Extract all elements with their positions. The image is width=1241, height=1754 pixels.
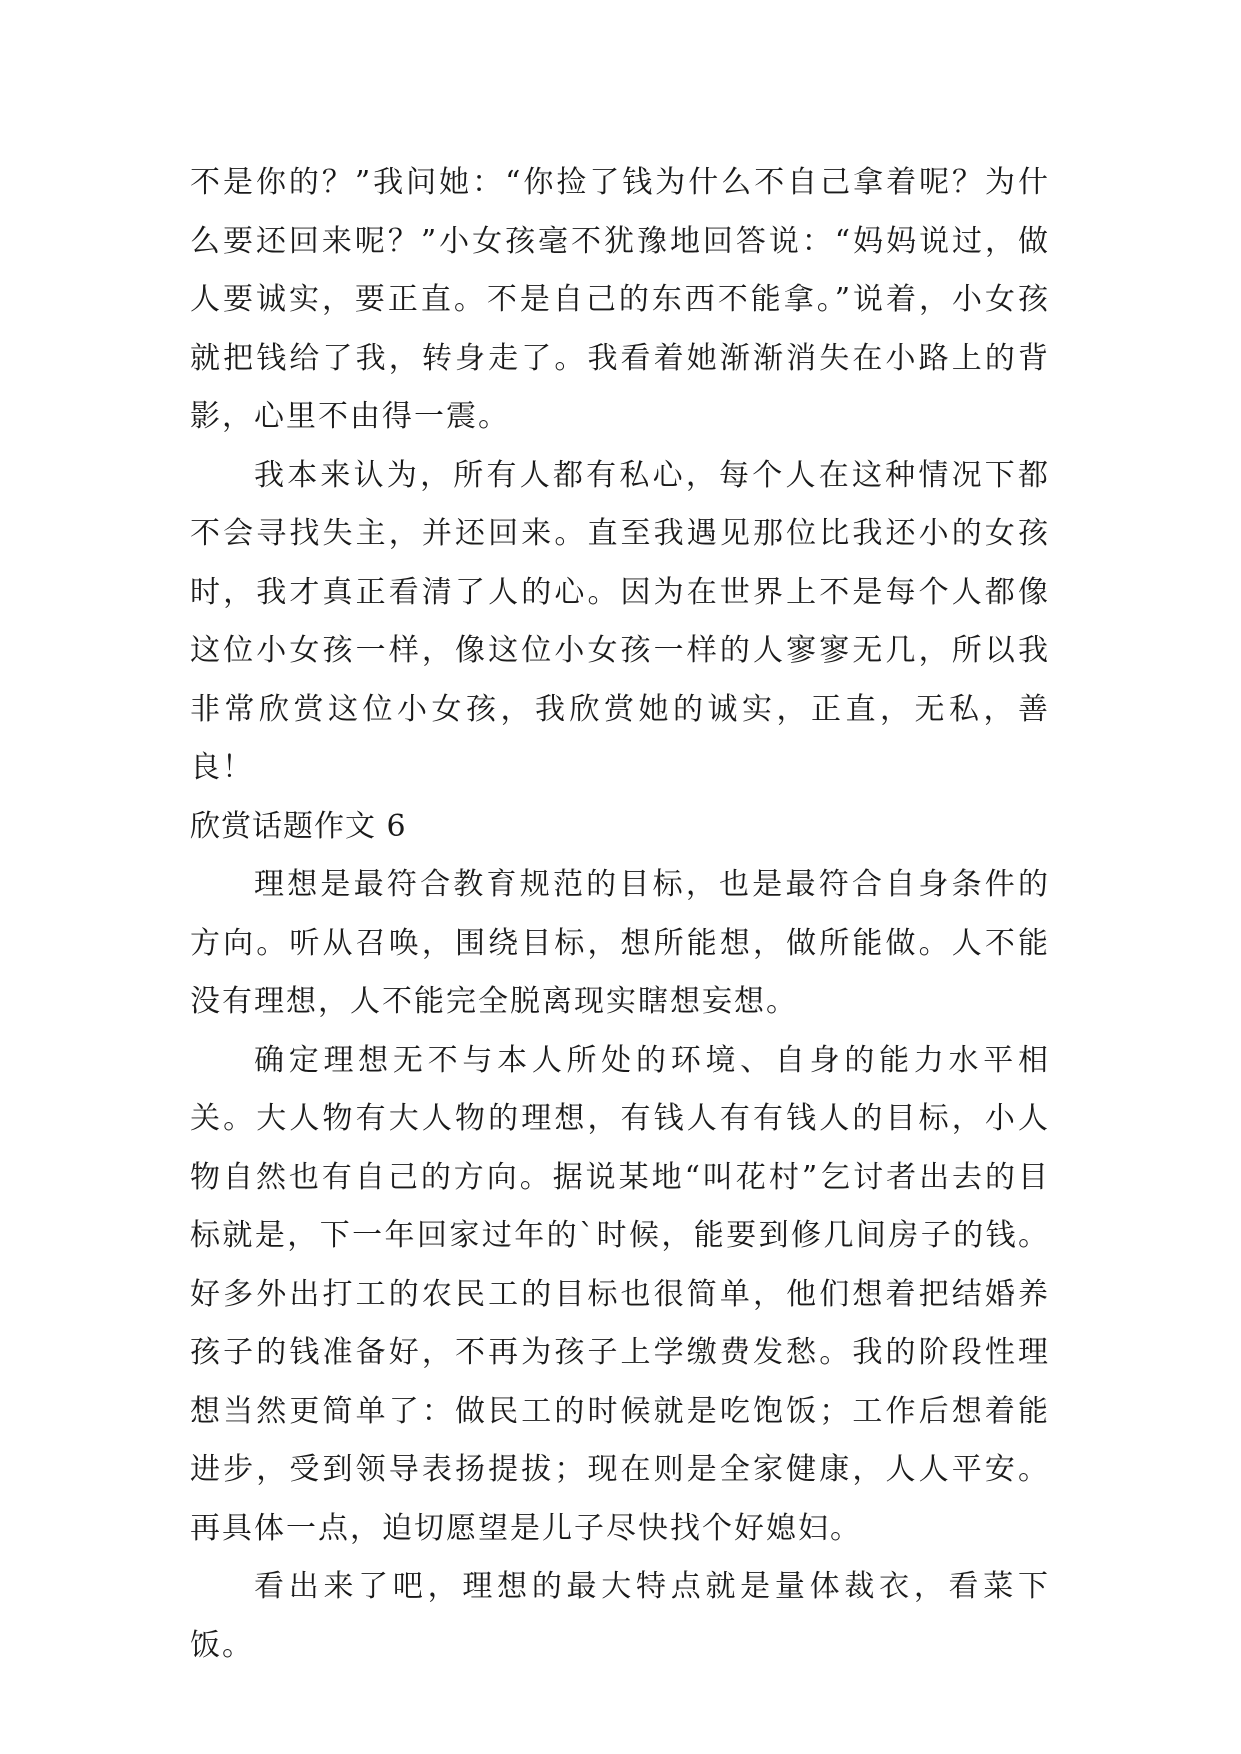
document-body bbox=[190, 154, 1050, 1675]
paragraph: 看出来了吧，理想的最大特点就是量体裁衣，看菜下饭。 bbox=[190, 1569, 1050, 1663]
section-heading: 欣赏话题作文 6 bbox=[190, 808, 407, 844]
paragraph: 确定理想无不与本人所处的环境、自身的能力水平相关。大人物有大人物的理想，有钱人有有钱人的目标，小人物自然也有自己的方向。据说某地“叫花村”乞讨者出去的目标就是，下一年回家过年的`时候，能要到修几间房子的钱。好多外出打工的农民工的目标也很简单，他们想着把结婚养孩子的钱准备好，不再为孩子上学缴费发愁。我的阶段性理想当然更简单了：做民工的时候就是吃饱饭；工作后想着能进步，受到领导表扬提拔；现在则是全家健康，人人平安。再具体一点，迫切愿望是儿子尽快找个好媳妇。 bbox=[190, 1042, 1050, 1546]
paragraph: 理想是最符合教育规范的目标，也是最符合自身条件的方向。听从召唤，围绕目标，想所能想，做所能做。人不能没有理想，人不能完全脱离现实瞎想妄想。 bbox=[190, 867, 1050, 1019]
paragraph: 我本来认为，所有人都有私心，每个人在这种情况下都不会寻找失主，并还回来。直至我遇见那位比我还小的女孩时，我才真正看清了人的心。因为在世界上不是每个人都像这位小女孩一样，像这位小女孩一样的人寥寥无几，所以我非常欣赏这位小女孩，我欣赏她的诚实，正直，无私，善良！ bbox=[190, 457, 1050, 785]
paragraph-continuation: 不是你的？”我问她：“你捡了钱为什么不自己拿着呢？为什么要还回来呢？”小女孩毫不犹豫地回答说：“妈妈说过，做人要诚实，要正直。不是自己的东西不能拿。”说着，小女孩就把钱给了我，转身走了。我看着她渐渐消失在小路上的背影，心里不由得一震。 bbox=[190, 165, 1050, 434]
